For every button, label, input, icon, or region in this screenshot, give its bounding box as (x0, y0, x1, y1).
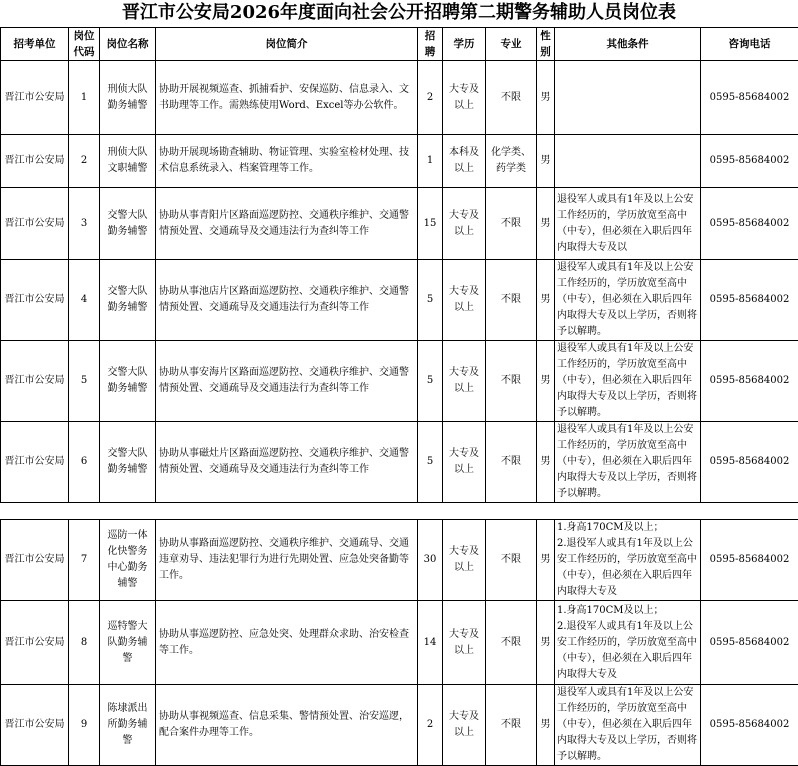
header-phone: 咨询电话 (701, 28, 798, 61)
unit-cell: 晋江市公安局 (1, 188, 69, 260)
position-table (0, 27, 798, 766)
edu-cell: 大专及以上 (443, 601, 486, 685)
major-cell: 不限 (486, 520, 537, 601)
cond-cell: 1.身高170CM及以上； 2.退役军人或具有1年及以上公安工作经历的，学历放宽至高中（中专），但必须在入职后四年内取得大专及 (555, 520, 701, 601)
num-cell: 5 (418, 341, 443, 422)
major-cell: 不限 (486, 601, 537, 685)
desc-cell: 协助从事磁灶片区路面巡逻防控、交通秩序维护、交通警情预处置、交通疏导及交通违法行为查纠等工作 (156, 422, 418, 503)
desc-cell: 协助从事池店片区路面巡逻防控、交通秩序维护、交通警情预处置、交通疏导及交通违法行为查纠等工作 (156, 260, 418, 341)
phone-cell: 0595-85684002 (701, 61, 798, 135)
unit-cell: 晋江市公安局 (1, 135, 69, 188)
num-cell: 5 (418, 422, 443, 503)
cond-cell: 退役军人或具有1年及以上公安工作经历的，学历放宽至高中（中专），但必须在入职后四年内取得大专及以上学历，否则将予以解聘。 (555, 260, 701, 341)
code-cell: 9 (69, 685, 100, 766)
phone-cell: 0595-85684002 (701, 422, 798, 503)
name-cell: 陈埭派出所勤务辅警 (100, 685, 156, 766)
code-cell: 4 (69, 260, 100, 341)
num-cell: 5 (418, 260, 443, 341)
sex-cell: 男 (537, 260, 555, 341)
code-cell: 5 (69, 341, 100, 422)
sex-cell: 男 (537, 685, 555, 766)
phone-cell: 0595-85684002 (701, 341, 798, 422)
phone-cell: 0595-85684002 (701, 135, 798, 188)
code-cell: 3 (69, 188, 100, 260)
table-row (1, 135, 798, 188)
name-cell: 刑侦大队勤务辅警 (100, 61, 156, 135)
sex-cell: 男 (537, 520, 555, 601)
table-row (1, 260, 798, 341)
sex-cell: 男 (537, 188, 555, 260)
num-cell: 14 (418, 601, 443, 685)
page-title: 晋江市公安局2026年度面向社会公开招聘第二期警务辅助人员岗位表 (0, 0, 798, 27)
name-cell: 刑侦大队文职辅警 (100, 135, 156, 188)
name-cell: 交警大队勤务辅警 (100, 260, 156, 341)
table-row (1, 61, 798, 135)
cond-cell: 退役军人或具有1年及以上公安工作经历的，学历放宽至高中（中专），但必须在入职后四年内取得大专及以上学历，否则将予以解聘。 (555, 341, 701, 422)
cond-cell: 退役军人或具有1年及以上公安工作经历的，学历放宽至高中（中专），但必须在入职后四年内取得大专及以上学历，否则将予以解聘。 (555, 422, 701, 503)
sex-cell: 男 (537, 422, 555, 503)
desc-cell: 协助从事安海片区路面巡逻防控、交通秩序维护、交通警情预处置、交通疏导及交通违法行为查纠等工作 (156, 341, 418, 422)
unit-cell: 晋江市公安局 (1, 341, 69, 422)
desc-cell: 协助开展视频巡查、抓捕看护、安保巡防、信息录入、文书助理等工作。需熟练使用Word、Excel等办公软件。 (156, 61, 418, 135)
table-gap-row (1, 503, 798, 520)
header-edu: 学历 (443, 28, 486, 61)
phone-cell: 0595-85684002 (701, 260, 798, 341)
code-cell: 8 (69, 601, 100, 685)
sex-cell: 男 (537, 601, 555, 685)
sex-cell: 男 (537, 341, 555, 422)
table-row (1, 341, 798, 422)
phone-cell: 0595-85684002 (701, 520, 798, 601)
table-row (1, 601, 798, 685)
cond-cell: 退役军人或具有1年及以上公安工作经历的，学历放宽至高中（中专），但必须在入职后四年内取得大专及以上学历，否则将予以解聘。 (555, 685, 701, 766)
table-row (1, 188, 798, 260)
gap-cell (1, 503, 798, 520)
edu-cell: 大专及以上 (443, 61, 486, 135)
unit-cell: 晋江市公安局 (1, 520, 69, 601)
major-cell: 化学类、药学类 (486, 135, 537, 188)
code-cell: 1 (69, 61, 100, 135)
desc-cell: 协助从事路面巡逻防控、交通秩序维护、交通疏导、交通违章劝导、违法犯罪行为进行先期处置、应急处突备勤等工作。 (156, 520, 418, 601)
header-name: 岗位名称 (100, 28, 156, 61)
unit-cell: 晋江市公安局 (1, 422, 69, 503)
edu-cell: 大专及以上 (443, 188, 486, 260)
table-row (1, 520, 798, 601)
edu-cell: 大专及以上 (443, 685, 486, 766)
edu-cell: 大专及以上 (443, 520, 486, 601)
name-cell: 巡特警大队勤务辅警 (100, 601, 156, 685)
desc-cell: 协助从事青阳片区路面巡逻防控、交通秩序维护、交通警情预处置、交通疏导及交通违法行为查纠等工作 (156, 188, 418, 260)
name-cell: 巡防一体化快警务中心勤务辅警 (100, 520, 156, 601)
code-cell: 7 (69, 520, 100, 601)
major-cell: 不限 (486, 685, 537, 766)
cond-cell (555, 61, 701, 135)
header-desc: 岗位简介 (156, 28, 418, 61)
header-unit: 招考单位 (1, 28, 69, 61)
header-major: 专业 (486, 28, 537, 61)
edu-cell: 大专及以上 (443, 260, 486, 341)
table-row (1, 422, 798, 503)
desc-cell: 协助从事视频巡查、信息采集、警情预处置、治安巡逻，配合案件办理等工作。 (156, 685, 418, 766)
desc-cell: 协助开展现场勘查辅助、物证管理、实验室检材处理、技术信息系统录入、档案管理等工作。 (156, 135, 418, 188)
name-cell: 交警大队勤务辅警 (100, 188, 156, 260)
header-code: 岗位代码 (69, 28, 100, 61)
phone-cell: 0595-85684002 (701, 685, 798, 766)
major-cell: 不限 (486, 341, 537, 422)
num-cell: 30 (418, 520, 443, 601)
phone-cell: 0595-85684002 (701, 601, 798, 685)
cond-cell: 退役军人或具有1年及以上公安工作经历的，学历放宽至高中（中专），但必须在入职后四年内取得大专及以 (555, 188, 701, 260)
num-cell: 2 (418, 685, 443, 766)
sex-cell: 男 (537, 61, 555, 135)
phone-cell: 0595-85684002 (701, 188, 798, 260)
cond-cell (555, 135, 701, 188)
code-cell: 6 (69, 422, 100, 503)
header-cond: 其他条件 (555, 28, 701, 61)
name-cell: 交警大队勤务辅警 (100, 422, 156, 503)
edu-cell: 大专及以上 (443, 341, 486, 422)
num-cell: 1 (418, 135, 443, 188)
header-sex: 性别 (537, 28, 555, 61)
header-num: 招聘 (418, 28, 443, 61)
unit-cell: 晋江市公安局 (1, 260, 69, 341)
unit-cell: 晋江市公安局 (1, 601, 69, 685)
edu-cell: 大专及以上 (443, 422, 486, 503)
major-cell: 不限 (486, 260, 537, 341)
edu-cell: 本科及以上 (443, 135, 486, 188)
num-cell: 15 (418, 188, 443, 260)
major-cell: 不限 (486, 61, 537, 135)
desc-cell: 协助从事巡逻防控、应急处突、处理群众求助、治安检查等工作。 (156, 601, 418, 685)
table-row (1, 685, 798, 766)
num-cell: 2 (418, 61, 443, 135)
unit-cell: 晋江市公安局 (1, 61, 69, 135)
unit-cell: 晋江市公安局 (1, 685, 69, 766)
major-cell: 不限 (486, 188, 537, 260)
sex-cell: 男 (537, 135, 555, 188)
table-header-row (1, 28, 798, 61)
code-cell: 2 (69, 135, 100, 188)
major-cell: 不限 (486, 422, 537, 503)
name-cell: 交警大队勤务辅警 (100, 341, 156, 422)
cond-cell: 1.身高170CM及以上； 2.退役军人或具有1年及以上公安工作经历的，学历放宽至高中（中专），但必须在入职后四年内取得大专及 (555, 601, 701, 685)
